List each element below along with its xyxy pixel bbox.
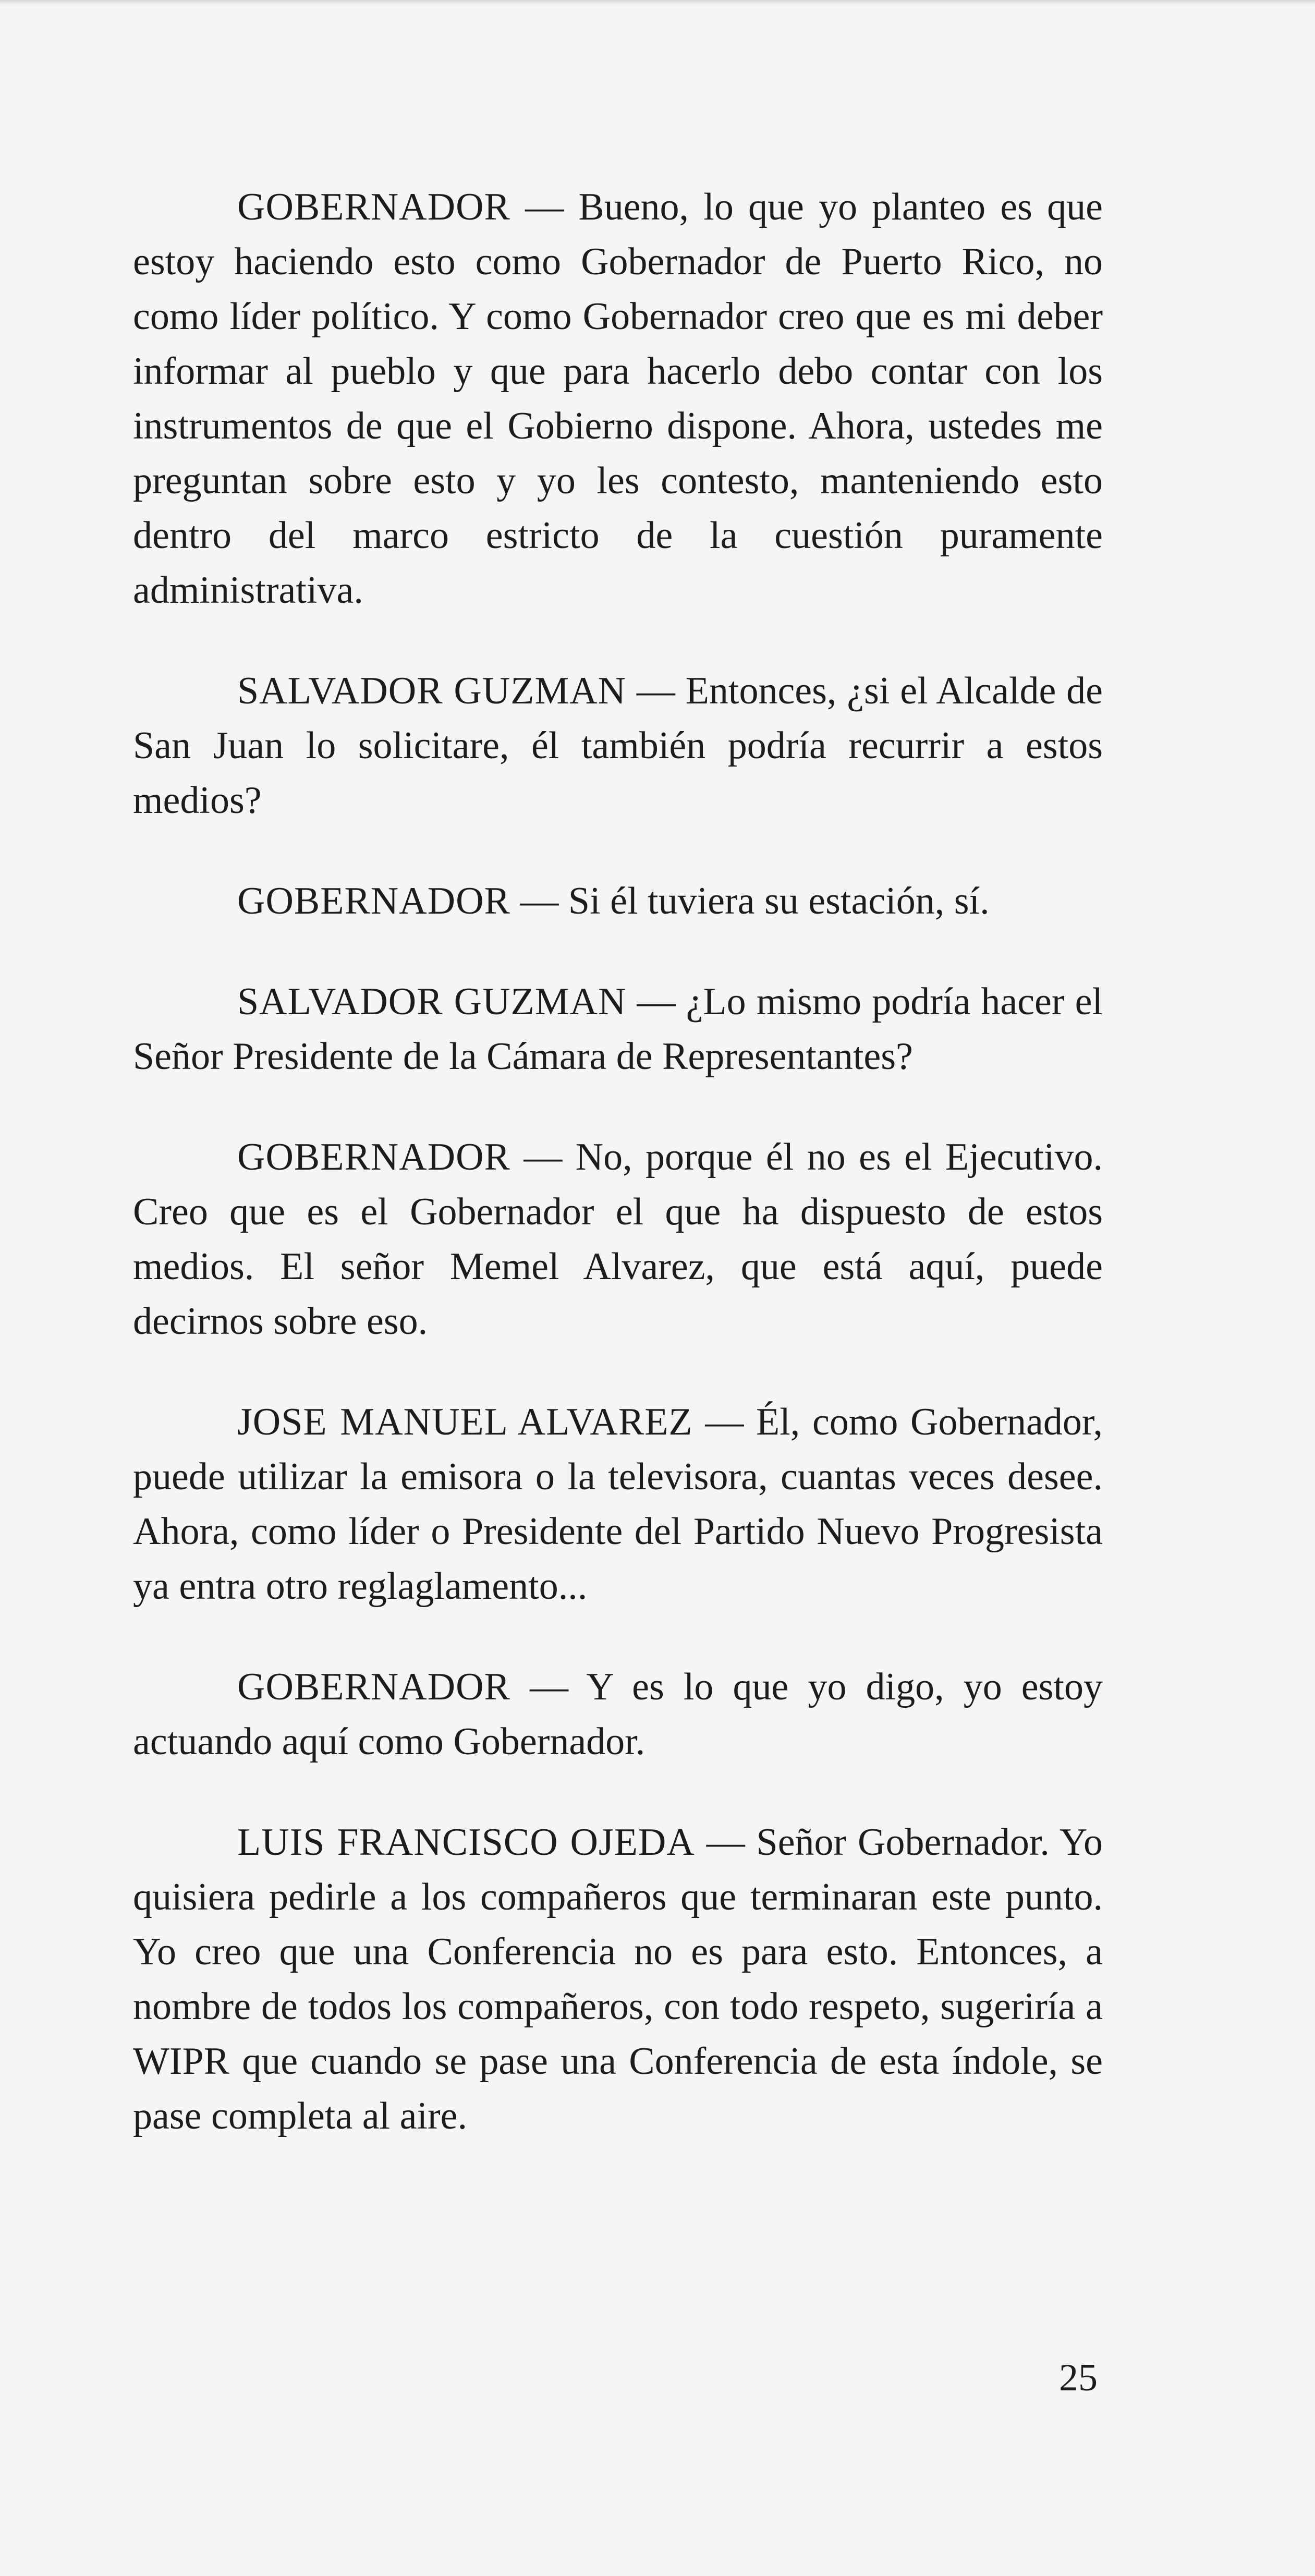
speech-text: Bueno, lo que yo planteo es que estoy haciendo esto como Gobernador de Puerto Rico, no como líder político. Y como Gobernador creo que es mi deber informar al pueblo y que para hacerlo debo contar con los instrumentos de que el Gobierno dispone. Ahora, ustedes me preguntan sobre esto y yo les contesto, manteniendo esto dentro del marco estricto de la cuestión puramente administrativa. [133, 186, 1103, 612]
dash-separator: — [523, 1136, 563, 1178]
transcript-paragraph [133, 874, 1103, 929]
dash-separator: — [520, 880, 559, 922]
transcript-paragraph [133, 180, 1103, 618]
dash-separator: — [636, 670, 675, 712]
speech-text: ¿Lo mismo podría hacer el Señor Presidente de la Cámara de Representantes? [133, 980, 1103, 1078]
dash-separator: — [706, 1821, 745, 1864]
speech-text: Entonces, ¿si el Alcalde de San Juan lo solicitare, él también podría recurrir a estos medios? [133, 670, 1103, 822]
page-number: 25 [1059, 2356, 1098, 2399]
speaker-name: GOBERNADOR [237, 880, 510, 922]
transcript-paragraph [133, 664, 1103, 828]
dash-separator: — [637, 980, 676, 1023]
speech-text: Si él tuviera su estación, sí. [568, 880, 990, 922]
transcript-paragraph [133, 975, 1103, 1084]
dash-separator: — [530, 1666, 569, 1708]
transcript-body [133, 180, 1103, 2190]
speaker-name: SALVADOR GUZMAN [237, 980, 627, 1023]
page-top-edge [0, 0, 1315, 5]
transcript-paragraph [133, 1660, 1103, 1769]
transcript-paragraph [133, 1130, 1103, 1349]
dash-separator: — [705, 1401, 744, 1443]
speaker-name: GOBERNADOR [237, 1136, 510, 1178]
speech-text: Y es lo que yo digo, yo estoy actuando aquí como Gobernador. [133, 1666, 1103, 1763]
dash-separator: — [525, 186, 564, 228]
speaker-name: SALVADOR GUZMAN [237, 670, 627, 712]
speech-text: Él, como Gobernador, puede utilizar la emisora o la televisora, cuantas veces desee. Ahora, como líder o Presidente del Partido Nuevo Progresista ya entra otro reglaglamento... [133, 1401, 1103, 1608]
speaker-name: JOSE MANUEL ALVAREZ [237, 1401, 693, 1443]
speech-text: Señor Gobernador. Yo quisiera pedirle a los compañeros que terminaran este punto. Yo creo que una Conferencia no es para esto. Entonces, a nombre de todos los compañeros, con todo respeto, sugeriría a WIPR que cuando se pase una Conferencia de esta índole, se pase completa al aire. [133, 1821, 1103, 2137]
speech-text: No, porque él no es el Ejecutivo. Creo que es el Gobernador el que ha dispuesto de estos medios. El señor Memel Alvarez, que está aquí, puede decirnos sobre eso. [133, 1136, 1103, 1343]
speaker-name: LUIS FRANCISCO OJEDA [237, 1821, 695, 1864]
transcript-paragraph [133, 1395, 1103, 1614]
speaker-name: GOBERNADOR [237, 186, 510, 228]
speaker-name: GOBERNADOR [237, 1666, 510, 1708]
transcript-paragraph [133, 1815, 1103, 2144]
